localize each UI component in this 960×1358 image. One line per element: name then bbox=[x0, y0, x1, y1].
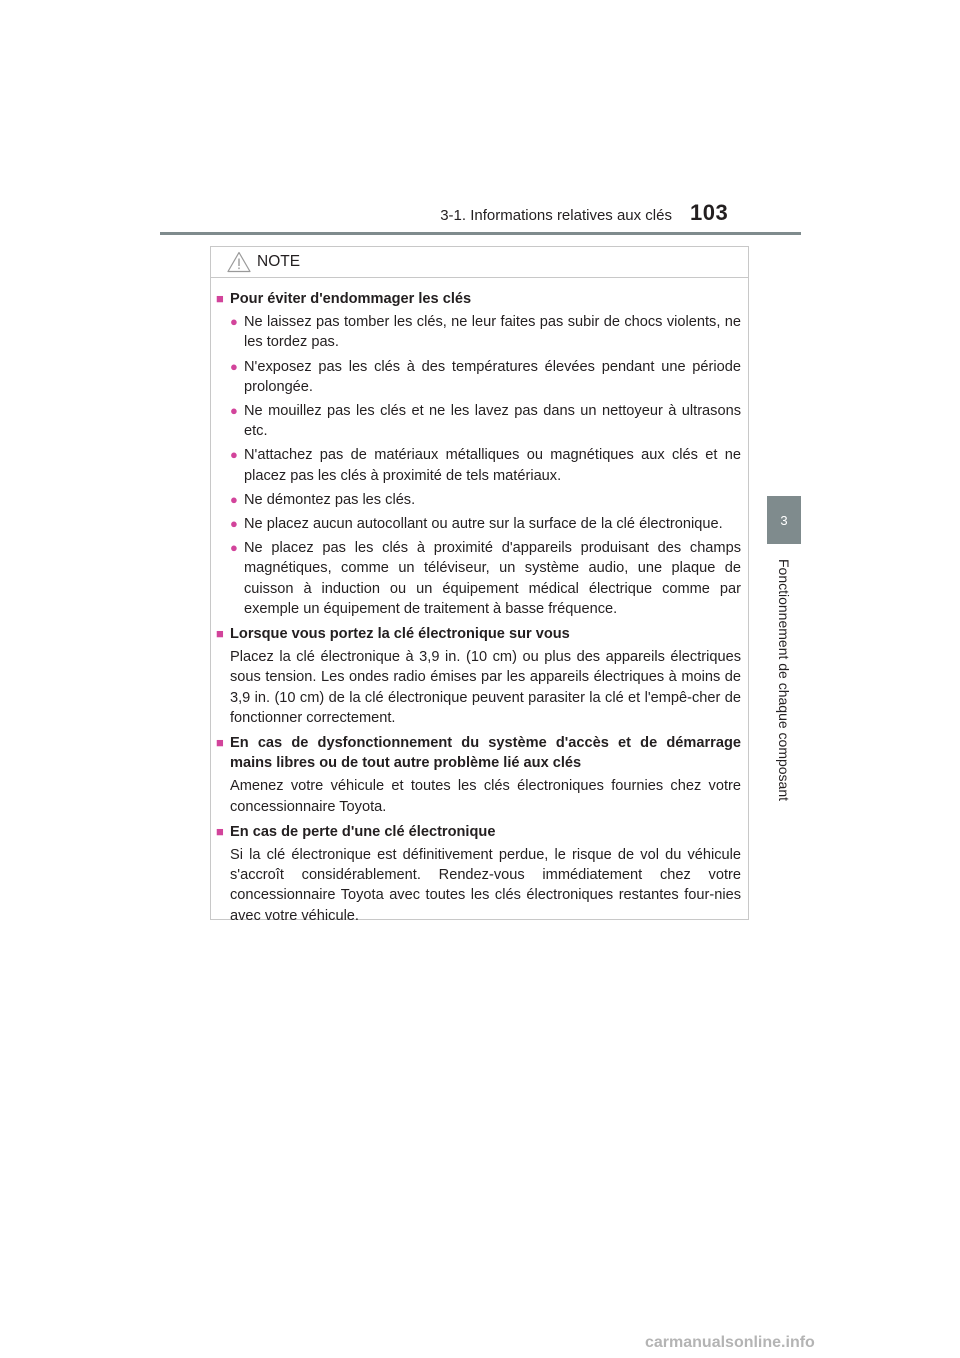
note-section bbox=[216, 289, 741, 619]
section-square-icon: ■ bbox=[216, 291, 224, 306]
bullet-dot-icon: ● bbox=[230, 403, 238, 419]
note-content bbox=[211, 278, 748, 926]
bullet-dot-icon: ● bbox=[230, 540, 238, 556]
bullet-item: ● N'exposez pas les clés à des températures élevées pendant une période prolongée. bbox=[230, 357, 741, 397]
bullet-item: ● N'attachez pas de matériaux métalliques ou magnétiques aux clés et ne placez pas les clés à proximité de tels matériaux. bbox=[230, 445, 741, 485]
header-section-title: 3-1. Informations relatives aux clés bbox=[440, 207, 672, 224]
section-square-icon: ■ bbox=[216, 626, 224, 642]
page-number: 103 bbox=[690, 200, 729, 225]
section-heading: ■ Pour éviter d'endommager les clés bbox=[216, 289, 741, 309]
watermark: carmanualsonline.info bbox=[645, 1334, 815, 1351]
bullet-dot-icon: ● bbox=[230, 516, 238, 532]
bullet-item: ● Ne placez aucun autocollant ou autre sur la surface de la clé électronique. bbox=[230, 514, 741, 534]
chapter-title: Fonctionnement de chaque composant bbox=[776, 558, 792, 802]
note-title: NOTE bbox=[257, 253, 301, 270]
note-section bbox=[216, 733, 741, 817]
bullet-dot-icon: ● bbox=[230, 358, 238, 374]
header-rule bbox=[160, 232, 801, 235]
warning-triangle-icon bbox=[227, 251, 251, 273]
bullet-item: ● Ne démontez pas les clés. bbox=[230, 490, 741, 510]
section-text: Amenez votre véhicule et toutes les clés électroniques fournies chez votre concessionnaire Toyota. bbox=[230, 778, 741, 815]
section-heading: ■ En cas de perte d'une clé électronique bbox=[216, 822, 741, 842]
note-section bbox=[216, 822, 741, 926]
section-heading: ■ Lorsque vous portez la clé électronique sur vous bbox=[216, 624, 741, 644]
chapter-number: 3 bbox=[780, 512, 788, 528]
section-heading: ■ En cas de dysfonctionnement du système d'accès et de démarrage mains libres ou de tout autre problème lié aux clés bbox=[216, 733, 741, 773]
note-section bbox=[216, 624, 741, 728]
bullet-item: ● Ne mouillez pas les clés et ne les lavez pas dans un nettoyeur à ultrasons etc. bbox=[230, 401, 741, 441]
bullet-item: ● Ne laissez pas tomber les clés, ne leur faites pas subir de chocs violents, ne les tordez pas. bbox=[230, 312, 741, 352]
note-box bbox=[210, 246, 749, 924]
bullet-dot-icon: ● bbox=[230, 491, 238, 507]
bullet-dot-icon: ● bbox=[230, 314, 238, 330]
chapter-tab bbox=[767, 496, 801, 544]
note-header bbox=[211, 247, 748, 278]
section-text: Placez la clé électronique à 3,9 in. (10 cm) ou plus des appareils électriques sous tension. Les ondes radio émises par les appareils électriques à moins de 3,9 in. (10 cm) de la clé électronique peuvent parasiter la clé et l'empê-cher de fonctionner correctement. bbox=[230, 649, 741, 726]
section-text: Si la clé électronique est définitivement perdue, le risque de vol du véhicule s'accroît considérablement. Rendez-vous immédiatement chez votre concessionnaire Toyota avec toutes les clés électroniques restantes four-nies avec votre véhicule. bbox=[230, 847, 741, 924]
bullet-item: ● Ne placez pas les clés à proximité d'appareils produisant des champs magnétiques, comme un téléviseur, un système audio, une plaque de cuisson à induction ou un équipement médical électrique comme par exemple un équipement de traitement à basse fréquence. bbox=[230, 538, 741, 619]
section-square-icon: ■ bbox=[216, 735, 224, 751]
bullet-dot-icon: ● bbox=[230, 447, 238, 463]
section-square-icon: ■ bbox=[216, 823, 224, 839]
